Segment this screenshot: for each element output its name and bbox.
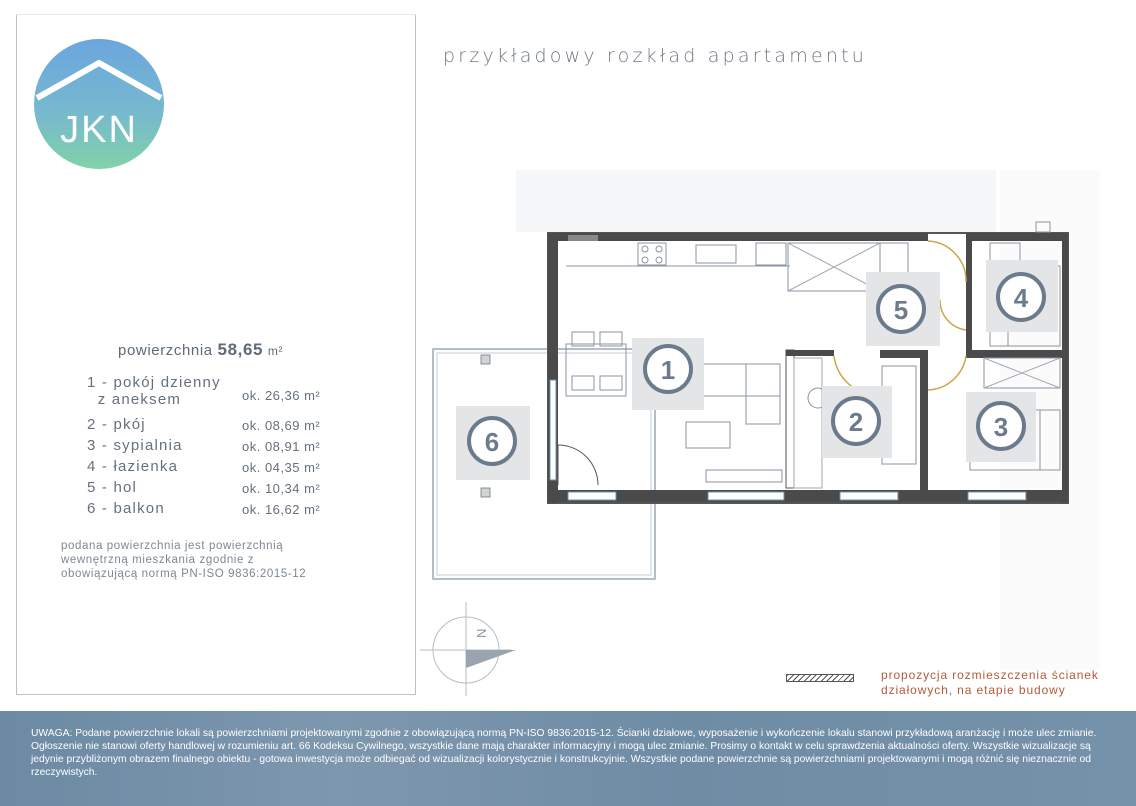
room-marker-1[interactable]: [645, 346, 691, 392]
area-note: podana powierzchnia jest powierzchnią wewnętrzną mieszkania zgodnie z obowiązującą normą PN-ISO 9836:2015-12: [61, 540, 307, 580]
disclaimer-text: UWAGA: Podane powierzchnie lokali są powierzchniami projektowanymi zgodnie z obowiązującą normą PN-ISO 9836:2015-12. Ścianki działowe, wyposażenie i wykończenie lokalu stanowi przykładową aranżację i może ulec zmianie. Ogłoszenie nie stanowi oferty handlowej w rozumieniu art. 66 Kodeksu Cywilnego, wszystkie dane mają charakter informacyjny i mogą ulec zmianie. Prosimy o kontakt w celu sprawdzenia aktualności oferty. Wszystkie wizualizacje są jedynie przybliżonym obrazem finalnego obiektu - gotowa inwestycja może odbiegać od wizualizacji kolorystycznie i konstrukcyjnie. Wszystkie podane powierzchnie są powierzchniami projektowanymi i mogą różnić się nieznacznie od rzeczywistych.: [31, 728, 1097, 778]
partition-legend: [881, 668, 1099, 698]
room-name: 4 - łazienka: [87, 458, 179, 475]
svg-text:4: 4: [1013, 283, 1029, 313]
svg-text:2: 2: [848, 407, 864, 437]
room-marker-3[interactable]: [978, 403, 1024, 449]
room-area: ok. 08,69 m²: [242, 418, 321, 433]
room-area: ok. 04,35 m²: [242, 460, 321, 475]
room-area: ok. 16,62 m²: [242, 502, 321, 517]
room-name: 3 - sypialnia: [87, 437, 183, 454]
svg-text:3: 3: [993, 412, 1009, 442]
svg-text:6: 6: [484, 427, 500, 457]
legend-line-2: działowych, na etapie budowy: [881, 683, 1066, 697]
room-area: ok. 26,36 m²: [242, 388, 321, 403]
room-name: 2 - pkój: [87, 416, 146, 433]
room-marker-6[interactable]: [469, 418, 515, 464]
area-value: 58,65: [217, 340, 264, 359]
compass-icon: [420, 602, 516, 696]
room-marker-4[interactable]: [998, 274, 1044, 320]
svg-text:N: N: [474, 628, 489, 638]
room-name: 1 - pokój dzienny z aneksem: [87, 374, 221, 408]
svg-text:1: 1: [660, 355, 676, 385]
room-name: 6 - balkon: [87, 500, 165, 517]
room-marker-5[interactable]: [878, 286, 924, 332]
partition-legend-swatch: [786, 674, 854, 682]
area-unit: m²: [267, 344, 284, 358]
page-title: przykładowy rozkład apartamentu: [443, 45, 867, 67]
room-name: 5 - hol: [87, 479, 138, 496]
logo-text: JKN: [60, 109, 138, 151]
room-area: ok. 10,34 m²: [242, 481, 321, 496]
room-area: ok. 08,91 m²: [242, 439, 321, 454]
area-label: powierzchnia: [118, 342, 213, 359]
room-marker-2[interactable]: [833, 398, 879, 444]
legend-line-1: propozycja rozmieszczenia ścianek: [881, 668, 1099, 682]
svg-text:5: 5: [893, 295, 909, 325]
